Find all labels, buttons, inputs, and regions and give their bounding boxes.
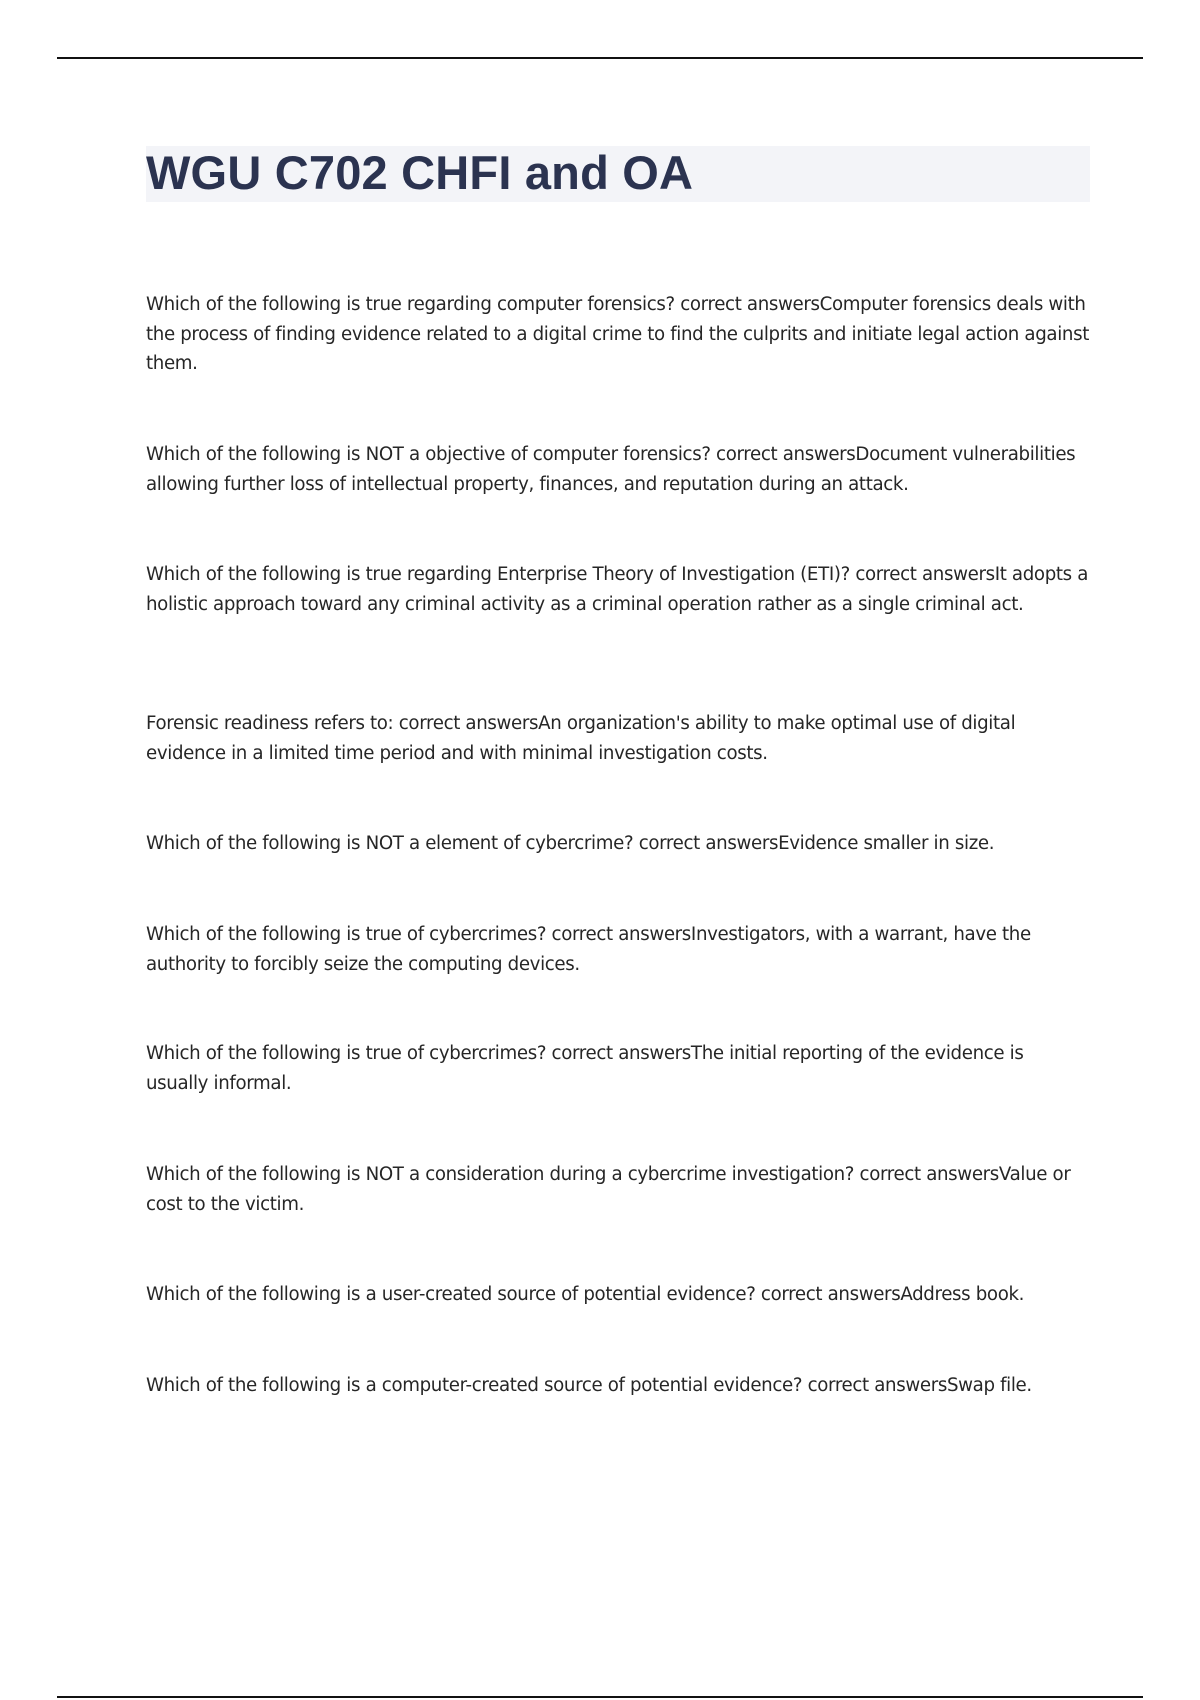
qa-item: Which of the following is true regarding Enterprise Theory of Investigation (ETI)? correct answersIt adopts a holistic approach toward any criminal activity as a criminal operation rather as a single criminal act.	[146, 564, 1089, 615]
page-top-rule	[57, 57, 1143, 59]
qa-item: Which of the following is true of cybercrimes? correct answersInvestigators, with a warrant, have the authority to forcibly seize the computing devices.	[146, 924, 1031, 975]
qa-item: Which of the following is a user-created source of potential evidence? correct answersAddress book.	[146, 1284, 1025, 1305]
qa-item: Which of the following is true regarding computer forensics? correct answersComputer forensics deals with the process of finding evidence related to a digital crime to find the culprits and initiate legal action against them.	[146, 294, 1089, 374]
document-title: WGU C702 CHFI and OA	[146, 146, 694, 199]
qa-item: Which of the following is NOT a consideration during a cybercrime investigation? correct answersValue or cost to the victim.	[146, 1164, 1071, 1215]
qa-item: Which of the following is NOT a objective of computer forensics? correct answersDocument vulnerabilities allowing further loss of intellectual property, finances, and reputation during an attack.	[146, 444, 1076, 495]
qa-item: Forensic readiness refers to: correct answersAn organization's ability to make optimal use of digital evidence in a limited time period and with minimal investigation costs.	[146, 713, 1016, 764]
qa-item: Which of the following is NOT a element of cybercrime? correct answersEvidence smaller in size.	[146, 833, 995, 854]
qa-item: Which of the following is a computer-created source of potential evidence? correct answersSwap file.	[146, 1375, 1032, 1396]
page-bottom-rule	[57, 1696, 1143, 1698]
qa-item: Which of the following is true of cybercrimes? correct answersThe initial reporting of the evidence is usually informal.	[146, 1043, 1024, 1094]
